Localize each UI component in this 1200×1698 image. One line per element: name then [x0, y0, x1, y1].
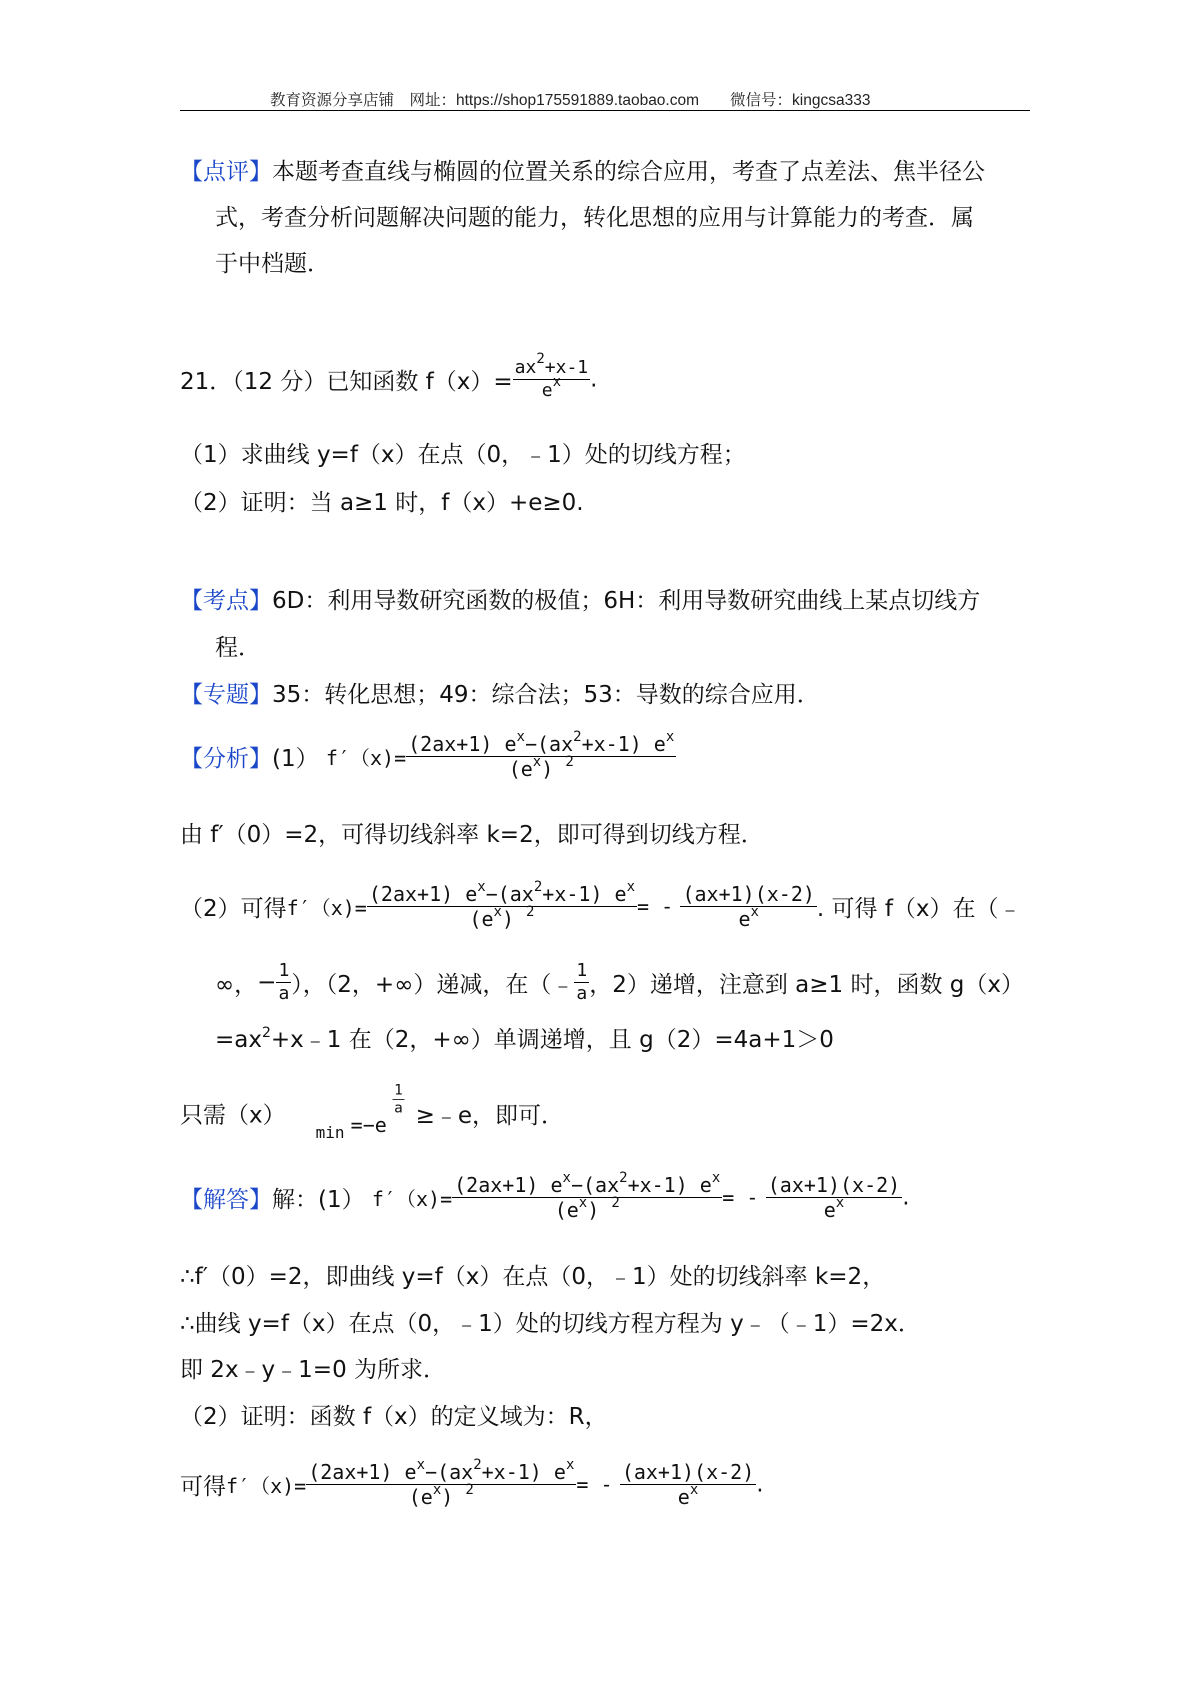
fenxi-simplified-fraction: $\frac{(ax+1)(x-2)}{e^x}$: [682, 882, 815, 931]
fenxi-tag: 【分析】: [180, 746, 272, 772]
problem-stem: 21．（12 分）已知函数 f（x）= $\frac{ax^2+x-1}{e^x}$ .: [180, 351, 598, 401]
header-text: 教育资源分享店铺 网址：https://shop175591889.taobao.com 微信号：kingcsa333: [270, 92, 871, 109]
fenxi-g-line: $=ax^2+x﹣1$ 在（2，+∞）单调递增，且 g（2）=4a+1＞0: [215, 1025, 834, 1053]
review-tag: 【点评】: [180, 159, 272, 185]
kaodian-line-2: 程．: [215, 635, 261, 661]
kaodian-line-1: 【考点】6D：利用导数研究函数的极值；6H：利用导数研究曲线上某点切线方: [180, 588, 981, 614]
fenxi-slope-line: 由 f′（0）=2，可得切线斜率 k=2，即可得到切线方程．: [180, 822, 764, 848]
neg-one-over-a: $\frac{1}{a}$: [278, 960, 290, 1004]
jieda-line-2: ∴f′（0）=2，即曲线 y=f（x）在点（0，﹣1）处的切线斜率 k=2，: [180, 1264, 886, 1290]
min-exponent-fraction: $\frac{1}{a}$: [393, 1081, 403, 1117]
jieda-line-3: ∴曲线 y=f（x）在点（0，﹣1）处的切线方程方程为 y﹣（﹣1）=2x．: [180, 1311, 921, 1337]
jieda-simplified-fraction-2: $\frac{(ax+1)(x-2)}{e^x}$: [621, 1460, 755, 1509]
jieda-line-6: 可得f′（x)= $\frac{(2ax+1) e^x-(ax^2+x-1) e^x}{(e^x) ^2}$ = - $\frac{(ax+1)(x-2)}{e^x}$ .: [180, 1457, 764, 1509]
kaodian-tag: 【考点】: [180, 588, 272, 614]
jieda-line-1: 【解答】解：(1） f′（x)= $\frac{(2ax+1) e^x-(ax^2+x-1) e^x}{(e^x) ^2}$ = - $\frac{(ax+1)(x-2)}{e^x}$ .: [180, 1170, 910, 1222]
jieda-simplified-fraction: $\frac{(ax+1)(x-2)}{e^x}$: [767, 1173, 901, 1222]
fraction-numerator: $ax^2+x-1$: [514, 351, 589, 378]
header-rule: [180, 110, 1030, 111]
fraction-denominator: $e^x$: [513, 379, 590, 402]
jieda-derivative-fraction: $\frac{(2ax+1) e^x-(ax^2+x-1) e^x}{(e^x) ^2}$: [454, 1170, 721, 1222]
one-over-a: $\frac{1}{a}$: [576, 960, 588, 1004]
problem-stem-prefix: 21．（12 分）已知函数 f（x）=: [180, 369, 513, 395]
review-line-1: [180, 157, 985, 187]
jieda-tag: 【解答】: [180, 1187, 272, 1213]
jieda-line-4: 即 2x﹣y﹣1=0 为所求．: [180, 1357, 447, 1383]
jieda-line-5: （2）证明：函数 f（x）的定义域为：R，: [180, 1404, 608, 1430]
fenxi-interval-line: ∞，− $\frac{1}{a}$ ），（2，+∞）递减，在（﹣ $\frac{1}{a}$ ，2）递增，注意到 a≥1 时，函数 g（x）: [215, 960, 1024, 1004]
fenxi-derivative-fraction-2: $\frac{(2ax+1) e^x-(ax^2+x-1) e^x}{(e^x) ^2}$: [368, 879, 636, 931]
review-text-1: 本题考查直线与椭圆的位置关系的综合应用，考查了点差法、焦半径公: [272, 159, 985, 185]
fenxi-derivative-fraction: $\frac{(2ax+1) e^x-(ax^2+x-1) e^x}{(e^x) ^2}$: [408, 729, 675, 781]
fenxi-line-1: 【分析】(1） f′（x)= $\frac{(2ax+1) e^x-(ax^2+x-1) e^x}{(e^x) ^2}$: [180, 729, 675, 781]
jieda-derivative-fraction-2: $\frac{(2ax+1) e^x-(ax^2+x-1) e^x}{(e^x) ^2}$: [308, 1457, 575, 1509]
problem-function-fraction: [513, 351, 590, 402]
problem-part-1: （1）求曲线 y=f（x）在点（0，﹣1）处的切线方程；: [180, 442, 746, 468]
fenxi-min-line: 只需（x） min =−e $\frac{1}{a}$ ≥﹣e，即可．: [180, 1081, 565, 1142]
zhuanti-tag: 【专题】: [180, 682, 272, 708]
review-line-2: 式，考查分析问题解决问题的能力，转化思想的应用与计算能力的考查．属: [215, 205, 974, 231]
zhuanti-line: 【专题】35：转化思想；49：综合法；53：导数的综合应用．: [180, 682, 820, 708]
review-line-3: 于中档题．: [215, 251, 330, 277]
fenxi-line-2: （2）可得f′（x)= $\frac{(2ax+1) e^x-(ax^2+x-1) e^x}{(e^x) ^2}$ = - $\frac{(ax+1)(x-2)}{e^x}$ . 可得 f（x）在（﹣: [180, 879, 1022, 931]
problem-part-2: （2）证明：当 a≥1 时，f（x）+e≥0.: [180, 490, 584, 516]
